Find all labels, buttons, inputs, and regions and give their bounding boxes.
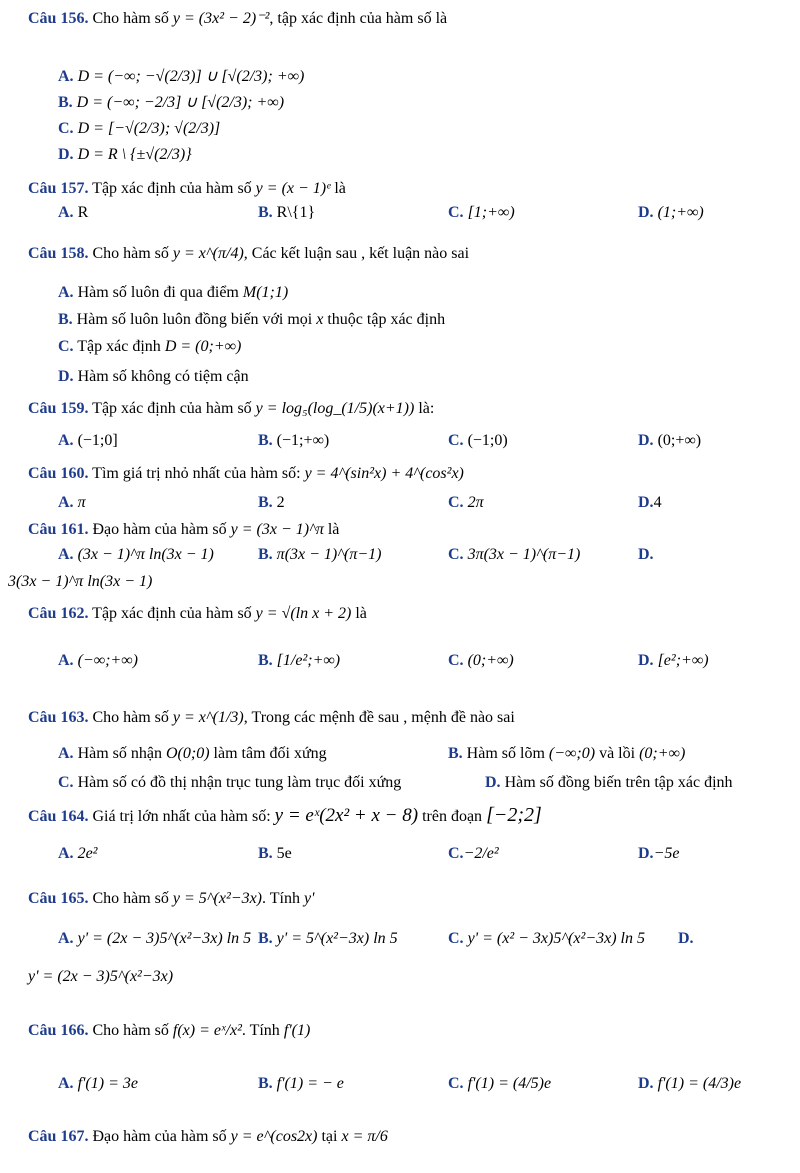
option-label: C. (448, 432, 464, 449)
option-157-C[interactable] (448, 204, 515, 222)
option-content: 2e² (77, 845, 98, 862)
question-tail: là: (418, 400, 435, 417)
option-content: f'(1) = (4/3)e (657, 1075, 742, 1092)
question-label: Câu 159. (28, 400, 89, 417)
option-content: (−1;0] (77, 432, 118, 449)
derivative-symbol: f'(1) (283, 1022, 311, 1039)
question-tail: . Tính (241, 1022, 280, 1039)
option-content: (0;+∞) (467, 652, 514, 669)
interval: [−2;2] (486, 804, 542, 826)
question-label: Câu 164. (28, 808, 89, 825)
option-label: C. (448, 494, 464, 511)
question-text: Giá trị lớn nhất của hàm số: (92, 808, 271, 825)
option-prefix: D = (77, 68, 104, 85)
question-tail: là (327, 521, 340, 538)
option-157-B[interactable] (258, 204, 315, 222)
option-label: C. (58, 774, 74, 791)
option-label: A. (58, 204, 74, 221)
evaluation-point: x = π/6 (341, 1128, 388, 1145)
option-content: (−∞;+∞) (77, 652, 138, 669)
option-166-D[interactable] (638, 1075, 741, 1093)
option-content: −5e (653, 845, 680, 862)
option-content: y' = (2x − 3)5^(x²−3x) (28, 968, 174, 985)
option-label: D. (638, 432, 654, 449)
question-164 (28, 804, 542, 828)
option-156-A[interactable] (58, 66, 304, 88)
option-content: 2 (276, 494, 285, 511)
option-label: D. (638, 546, 654, 563)
option-prefix: D = (77, 120, 104, 137)
function-formula: y = 4^(sin²x) + 4^(cos²x) (304, 465, 464, 482)
option-label: C. (448, 204, 464, 221)
question-167 (28, 1126, 388, 1148)
option-label: B. (448, 745, 463, 762)
question-159 (28, 398, 434, 420)
option-content: [−√(2/3); √(2/3)] (107, 120, 221, 137)
option-label: D. (638, 1075, 654, 1092)
option-164-C[interactable] (448, 845, 499, 863)
option-160-D[interactable] (638, 494, 662, 512)
option-158-A[interactable] (58, 282, 288, 304)
question-label: Câu 163. (28, 709, 89, 726)
option-content: y' = (2x − 3)5^(x²−3x) ln 5 (77, 930, 252, 947)
option-label: A. (58, 432, 74, 449)
function-formula: y = x^(π/4) (172, 245, 244, 262)
question-tail: tại (321, 1128, 338, 1145)
question-tail: , Trong các mệnh đề sau , mệnh đề nào sai (243, 709, 515, 726)
option-161-C[interactable] (448, 546, 580, 564)
option-161-A[interactable] (58, 546, 214, 564)
question-text: Cho hàm số (92, 709, 169, 726)
option-label: C. (448, 546, 464, 563)
option-157-A[interactable] (58, 204, 88, 222)
question-text: Cho hàm số (92, 890, 169, 907)
question-text: Cho hàm số (92, 1022, 169, 1039)
option-161-D[interactable] (8, 573, 152, 591)
option-166-A[interactable] (58, 1075, 138, 1093)
question-165 (28, 888, 314, 910)
option-content: D = R \ {±√(2/3)} (77, 146, 192, 163)
option-content: 4 (653, 494, 662, 511)
option-content: [e²;+∞) (657, 652, 709, 669)
question-text: Tìm giá trị nhỏ nhất của hàm số: (92, 465, 301, 482)
option-165-C[interactable] (448, 930, 645, 948)
option-label: A. (58, 68, 74, 85)
option-166-B[interactable] (258, 1075, 344, 1093)
option-content: Hàm số nhận (77, 745, 162, 762)
option-content: R (77, 204, 89, 221)
option-label: D. (58, 146, 74, 163)
option-label: C. (448, 845, 464, 862)
option-content: (3x − 1)^π ln(3x − 1) (77, 546, 214, 563)
option-content: y' = 5^(x²−3x) ln 5 (276, 930, 398, 947)
option-math: M(1;1) (242, 284, 289, 301)
question-label: Câu 156. (28, 10, 89, 27)
option-math: (0;+∞) (639, 745, 686, 762)
option-prefix: D = (76, 94, 104, 111)
option-164-B[interactable] (258, 845, 292, 863)
option-164-A[interactable] (58, 845, 97, 863)
question-166 (28, 1020, 310, 1042)
option-160-C[interactable] (448, 494, 484, 512)
option-content: (1;+∞) (657, 204, 704, 221)
option-label: D. (485, 774, 501, 791)
option-label: B. (258, 546, 273, 563)
option-159-D[interactable] (638, 432, 701, 450)
function-formula: y = log₅(log_(1/5)(x+1)) (255, 400, 415, 417)
option-163-B[interactable] (448, 745, 685, 763)
question-label: Câu 158. (28, 245, 89, 262)
option-content: Hàm số lõm (466, 745, 545, 762)
question-text: Cho hàm số (92, 10, 169, 27)
question-label: Câu 166. (28, 1022, 89, 1039)
option-content: 3(3x − 1)^π ln(3x − 1) (8, 573, 153, 590)
option-label: B. (258, 930, 273, 947)
option-label: B. (258, 652, 273, 669)
option-content: (−∞; −√(2/3)] ∪ [√(2/3); +∞) (107, 68, 305, 85)
option-content: R\{1} (276, 204, 316, 221)
option-label: A. (58, 546, 74, 563)
option-160-B[interactable] (258, 494, 285, 512)
question-tail: là (334, 180, 346, 197)
option-164-D[interactable] (638, 845, 679, 863)
question-158 (28, 243, 469, 265)
question-tail: . Tính (262, 890, 300, 907)
option-159-A[interactable] (58, 432, 118, 450)
question-text: Tập xác định của hàm số (92, 400, 252, 417)
option-163-A[interactable] (58, 745, 327, 763)
option-162-A[interactable] (58, 652, 138, 670)
option-label: A. (58, 930, 74, 947)
option-content: (−1;0) (467, 432, 508, 449)
option-label: B. (58, 311, 73, 328)
option-label: B. (258, 432, 273, 449)
question-163 (28, 707, 515, 729)
derivative-symbol: y' (303, 890, 315, 907)
option-label: A. (58, 284, 74, 301)
question-156 (28, 8, 447, 30)
option-tail: làm tâm đối xứng (213, 745, 327, 762)
option-content: 3π(3x − 1)^(π−1) (467, 546, 581, 563)
option-content: π(3x − 1)^(π−1) (276, 546, 382, 563)
function-formula: y = 5^(x²−3x) (172, 890, 263, 907)
question-tail: trên đoạn (422, 808, 483, 825)
question-tail: , tập xác định của hàm số là (269, 10, 448, 27)
option-label: D. (638, 494, 654, 511)
option-content: [1/e²;+∞) (276, 652, 341, 669)
option-content: π (77, 494, 86, 511)
option-161-B[interactable] (258, 546, 381, 564)
option-156-D[interactable] (58, 144, 192, 166)
function-formula: f(x) = eˣ/x² (172, 1022, 242, 1039)
question-text: Đạo hàm của hàm số (92, 1128, 227, 1145)
function-formula: y = (3x − 1)^π (230, 521, 324, 538)
function-formula: y = eˣ(2x² + x − 8) (274, 805, 419, 826)
option-label: C. (448, 1075, 464, 1092)
question-160 (28, 463, 464, 485)
option-label: D. (678, 930, 694, 947)
question-label: Câu 160. (28, 465, 89, 482)
option-content: (−1;+∞) (276, 432, 330, 449)
question-label: Câu 162. (28, 605, 89, 622)
option-label: D. (638, 204, 654, 221)
function-formula: y = (3x² − 2)⁻² (172, 10, 270, 27)
option-label: B. (58, 94, 73, 111)
option-content: f'(1) = (4/5)e (467, 1075, 552, 1092)
question-label: Câu 157. (28, 180, 89, 197)
option-math: D = (0;+∞) (164, 338, 242, 355)
question-text: Tập xác định của hàm số (92, 180, 252, 197)
option-label: B. (258, 204, 273, 221)
question-label: Câu 167. (28, 1128, 89, 1145)
option-content: Hàm số có đồ thị nhận trục tung làm trục đối xứng (77, 774, 402, 791)
option-165-D-label[interactable] (678, 930, 694, 948)
option-160-A[interactable] (58, 494, 86, 512)
option-label: A. (58, 1075, 74, 1092)
option-label: B. (258, 845, 273, 862)
option-mid: và lồi (599, 745, 636, 762)
option-math: x (316, 311, 324, 328)
option-162-D[interactable] (638, 652, 709, 670)
option-162-B[interactable] (258, 652, 340, 670)
option-156-B[interactable] (58, 92, 284, 114)
question-tail: , Các kết luận sau , kết luận nào sai (243, 245, 470, 262)
option-label: A. (58, 745, 74, 762)
option-163-D[interactable] (485, 774, 733, 792)
option-content: [1;+∞) (467, 204, 515, 221)
option-156-C[interactable] (58, 118, 220, 140)
option-content: f'(1) = 3e (77, 1075, 138, 1092)
option-label: B. (258, 494, 273, 511)
option-161-D-label[interactable] (638, 546, 654, 564)
function-formula: y = (x − 1)ᵉ (255, 180, 331, 197)
function-formula: y = e^(cos2x) (230, 1128, 318, 1145)
function-formula: y = √(ln x + 2) (255, 605, 352, 622)
question-label: Câu 161. (28, 521, 89, 538)
option-165-A[interactable] (58, 930, 251, 948)
option-label: A. (58, 652, 74, 669)
option-label: D. (638, 652, 654, 669)
option-159-C[interactable] (448, 432, 508, 450)
option-content: Tập xác định (77, 338, 161, 355)
option-label: A. (58, 845, 74, 862)
question-162 (28, 603, 367, 625)
option-math: (−∞;0) (548, 745, 596, 762)
option-158-D[interactable] (58, 366, 249, 388)
option-166-C[interactable] (448, 1075, 551, 1093)
option-163-C[interactable] (58, 774, 401, 792)
question-161 (28, 519, 339, 541)
question-text: Tập xác định của hàm số (92, 605, 252, 622)
question-text: Đạo hàm của hàm số (92, 521, 227, 538)
option-157-D[interactable] (638, 204, 704, 222)
option-content: Hàm số luôn luôn đồng biến với mọi (76, 311, 313, 328)
option-tail: thuộc tập xác định (327, 311, 446, 328)
option-content: 5e (276, 845, 292, 862)
option-label: C. (58, 120, 74, 137)
option-content: Hàm số đồng biến trên tập xác định (504, 774, 733, 791)
option-content: 2π (467, 494, 484, 511)
option-159-B[interactable] (258, 432, 329, 450)
option-content: f'(1) = − e (276, 1075, 344, 1092)
option-math: O(0;0) (166, 745, 210, 762)
option-content: (0;+∞) (657, 432, 702, 449)
option-content: y' = (x² − 3x)5^(x²−3x) ln 5 (467, 930, 645, 947)
option-content: (−∞; −2/3] ∪ [√(2/3); +∞) (107, 94, 285, 111)
option-165-B[interactable] (258, 930, 398, 948)
option-label: D. (58, 368, 74, 385)
option-162-C[interactable] (448, 652, 514, 670)
option-label: D. (638, 845, 654, 862)
question-tail: là (355, 605, 367, 622)
option-content: Hàm số luôn đi qua điểm (77, 284, 239, 301)
option-158-B[interactable] (58, 309, 445, 331)
option-label: B. (258, 1075, 273, 1092)
option-content: Hàm số không có tiệm cận (77, 368, 249, 385)
question-157 (28, 178, 346, 200)
function-formula: y = x^(1/3) (172, 709, 244, 726)
question-label: Câu 165. (28, 890, 89, 907)
option-158-C[interactable] (58, 336, 241, 358)
option-165-D[interactable] (28, 968, 173, 986)
question-text: Cho hàm số (92, 245, 169, 262)
option-label: C. (58, 338, 74, 355)
option-label: C. (448, 652, 464, 669)
option-label: C. (448, 930, 464, 947)
option-label: A. (58, 494, 74, 511)
option-content: −2/e² (463, 845, 499, 862)
